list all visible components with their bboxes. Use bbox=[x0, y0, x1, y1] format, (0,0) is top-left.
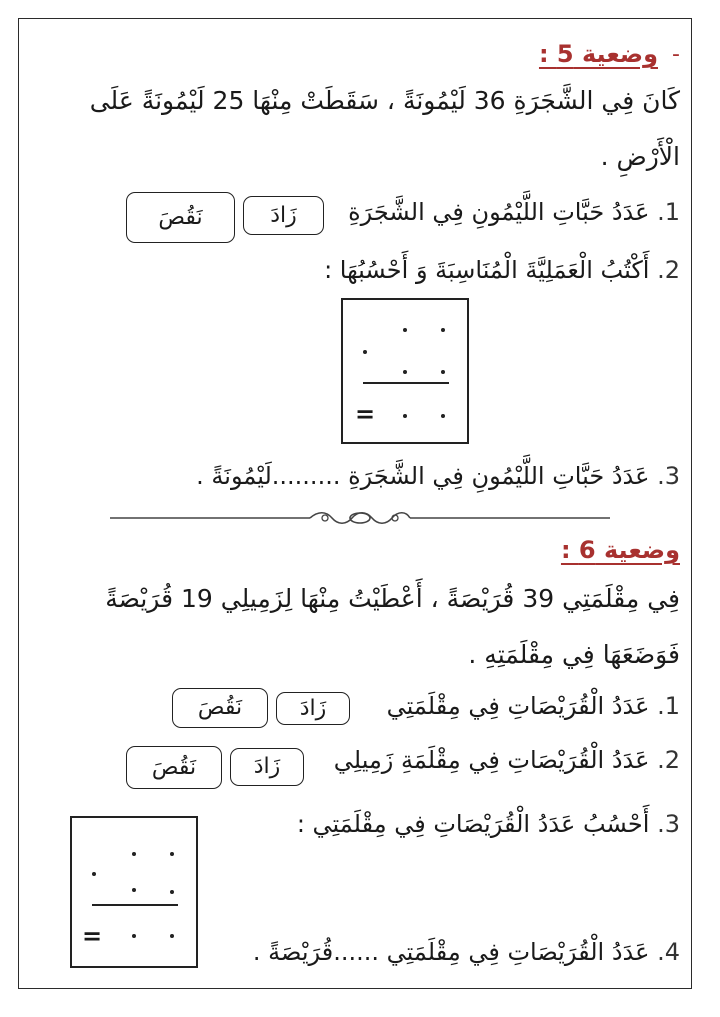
digit-placeholder bbox=[170, 852, 174, 856]
result-line bbox=[92, 904, 178, 906]
calculation-box[interactable] bbox=[341, 298, 469, 444]
situation5-text-line1: كَانَ فِي الشَّجَرَةِ 36 لَيْمُونَةً ، سَقَطَتْ مِنْهَا 25 لَيْمُونَةً عَلَى bbox=[89, 86, 680, 115]
option-decrease-button[interactable]: نَقُصَ bbox=[126, 192, 235, 243]
option-increase-button[interactable]: زَادَ bbox=[243, 196, 324, 235]
situation5-question3 bbox=[196, 462, 680, 490]
heading-dash: - bbox=[672, 42, 680, 67]
option-increase-button[interactable]: زَادَ bbox=[230, 748, 304, 786]
question-text: عَدَدُ الْقُرَيْصَاتِ فِي مِقْلَمَتِي ......قُرَيْصَةً . bbox=[252, 938, 650, 966]
question-text: عَدَدُ حَبَّاتِ اللَّيْمُونِ فِي الشَّجَرَةِ .........لَيْمُونَةً . bbox=[196, 462, 650, 490]
result-line bbox=[363, 382, 449, 384]
question-text: أَكْتُبُ الْعَمَلِيَّةَ الْمُنَاسِبَةَ وَ أَحْسُبُهَا : bbox=[324, 256, 650, 284]
digit-placeholder bbox=[441, 328, 445, 332]
digit-placeholder bbox=[170, 890, 174, 894]
situation6-question3 bbox=[297, 810, 680, 838]
question-number: 3. bbox=[657, 810, 680, 838]
question-text: عَدَدُ الْقُرَيْصَاتِ فِي مِقْلَمَتِي bbox=[386, 692, 650, 720]
option-decrease-button[interactable]: نَقُصَ bbox=[172, 688, 268, 728]
option-increase-button[interactable]: زَادَ bbox=[276, 692, 350, 725]
digit-placeholder bbox=[170, 934, 174, 938]
digit-placeholder bbox=[403, 370, 407, 374]
digit-placeholder bbox=[132, 852, 136, 856]
question-number: 1. bbox=[657, 692, 680, 720]
situation5-title: وضعية 5 : bbox=[538, 40, 658, 68]
equals-sign: = bbox=[82, 922, 103, 950]
situation6-title: وضعية 6 : bbox=[560, 536, 680, 564]
digit-placeholder bbox=[132, 888, 136, 892]
situation6-question2 bbox=[334, 746, 680, 774]
question-text: عَدَدُ الْقُرَيْصَاتِ فِي مِقْلَمَةِ زَمِيلِي bbox=[333, 746, 650, 774]
situation6-text-line1: فِي مِقْلَمَتِي 39 قُرَيْصَةً ، أَعْطَيْتُ مِنْهَا لِزَمِيلِي 19 قُرَيْصَةً bbox=[105, 584, 680, 613]
equals-sign: = bbox=[355, 400, 376, 428]
situation5-question1 bbox=[348, 198, 680, 226]
question-number: 2. bbox=[657, 256, 680, 284]
question-text: أَحْسُبُ عَدَدُ الْقُرَيْصَاتِ فِي مِقْلَمَتِي : bbox=[296, 810, 650, 838]
calculation-box[interactable] bbox=[70, 816, 198, 968]
situation6-question1 bbox=[387, 692, 680, 720]
question-number: 2. bbox=[657, 746, 680, 774]
option-decrease-button[interactable]: نَقُصَ bbox=[126, 746, 222, 789]
digit-placeholder bbox=[403, 414, 407, 418]
digit-placeholder bbox=[92, 872, 96, 876]
digit-placeholder bbox=[363, 350, 367, 354]
digit-placeholder bbox=[403, 328, 407, 332]
ornamental-divider bbox=[110, 510, 610, 526]
situation5-text-line2: الْأَرْضِ . bbox=[600, 142, 680, 171]
digit-placeholder bbox=[441, 414, 445, 418]
question-text: عَدَدُ حَبَّاتِ اللَّيْمُونِ فِي الشَّجَرَةِ bbox=[348, 198, 650, 226]
digit-placeholder bbox=[132, 934, 136, 938]
question-number: 4. bbox=[657, 938, 680, 966]
situation5-question2 bbox=[324, 256, 680, 284]
digit-placeholder bbox=[441, 370, 445, 374]
situation6-text-line2: فَوَضَعَهَا فِي مِقْلَمَتِهِ . bbox=[468, 640, 680, 669]
question-number: 3. bbox=[657, 462, 680, 490]
situation6-question4 bbox=[253, 938, 680, 966]
question-number: 1. bbox=[657, 198, 680, 226]
